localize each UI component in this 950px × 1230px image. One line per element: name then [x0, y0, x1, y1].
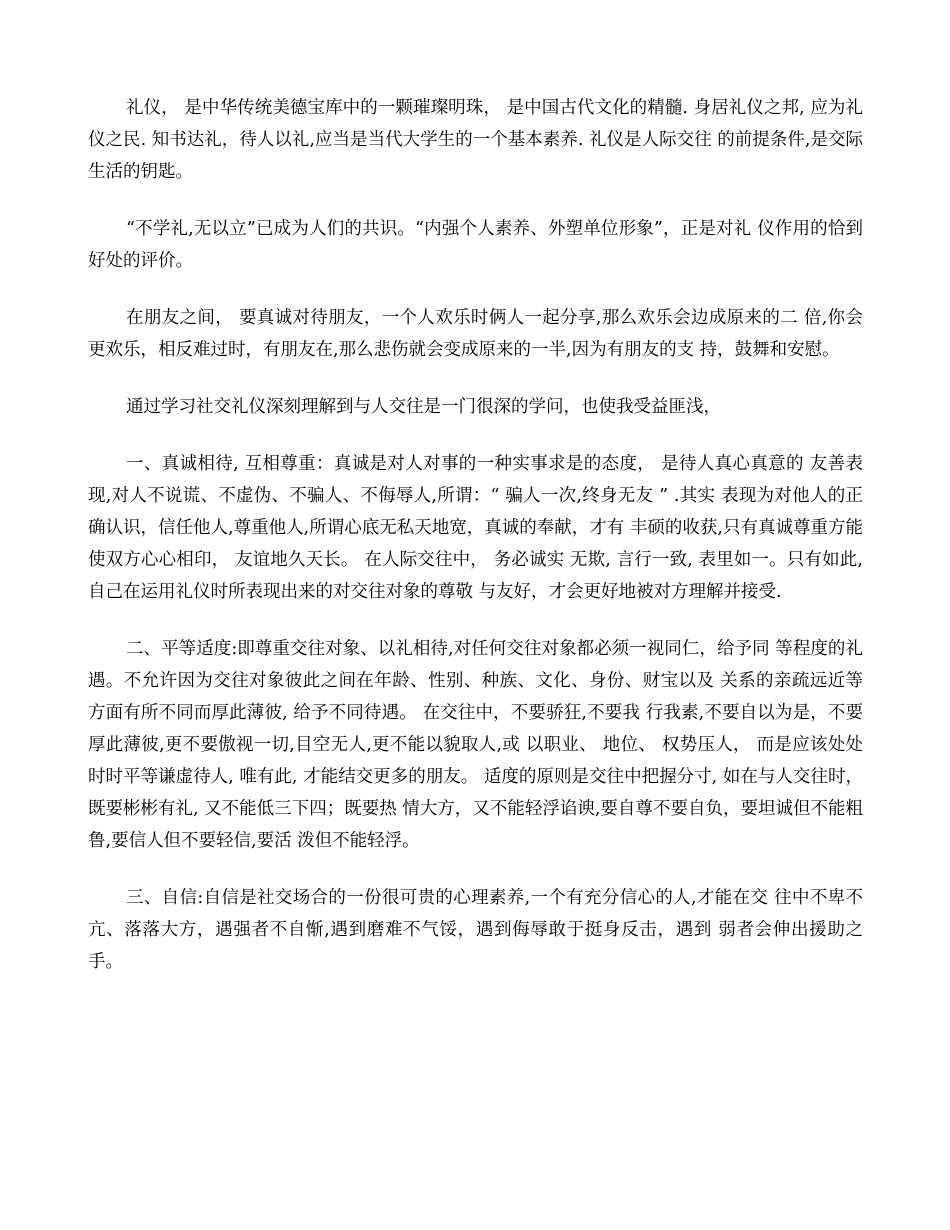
paragraph-friendship: 在朋友之间， 要真诚对待朋友，一个人欢乐时俩人一起分享,那么欢乐会边成原来的二 倍,你会更欢乐，相反难过时，有朋友在,那么悲伤就会变成原来的一半,因为有朋友的支 持，鼓舞和安慰。	[88, 308, 863, 360]
paragraph-equality: 二、平等适度:即尊重交往对象、以礼相待,对任何交往对象都必须一视同仁，给予同 等程度的礼遇。不允许因为交往对象彼此之间在年龄、性别、种族、文化、身份、财宝以及 关系的亲疏远近等方面有所不同而厚此薄彼, 给予不同待遇。 在交往中，不要骄狂,不要我 行我素,不要自以为是，不要厚此薄彼,更不要傲视一切,目空无人,更不能以貌取人,或 以职业、 地位、 权势压人， 而是应该处处时时平等谦虚待人, 唯有此, 才能结交更多的朋友。 适度的原则是交往中把握分寸, 如在与人交往时， 既要彬彬有礼, 又不能低三下四；既要热 情大方，又不能轻浮谄谀,要自尊不要自负，要坦诚但不能粗鲁,要信人但不要轻信,要活 泼但不能轻浮。	[88, 639, 863, 851]
paragraph-sincerity: 一、真诚相待, 互相尊重：真诚是对人对事的一种实事求是的态度， 是待人真心真意的 友善表现,对人不说谎、不虚伪、不骗人、不侮辱人,所谓：“ 骗人一次,终身无友 ” .其实 表现为对他人的正确认识，信任他人,尊重他人,所谓心底无私天地宽，真诚的奉献，才有 丰硕的收获,只有真诚尊重方能使双方心心相印， 友谊地久天长。 在人际交往中， 务必诚实 无欺, 言行一致, 表里如一。只有如此, 自己在运用礼仪时所表现出来的对交往对象的尊敬 与友好，才会更好地被对方理解并接受.	[88, 454, 863, 602]
paragraph-confidence: 三、自信:自信是社交场合的一份很可贵的心理素养,一个有充分信心的人,才能在交 往中不卑不亢、落落大方，遇强者不自惭,遇到磨难不气馁，遇到侮辱敢于挺身反击，遇到 弱者会伸出援助之手。	[88, 888, 863, 972]
paragraph-common-saying: “不学礼,无以立”已成为人们的共识。“内强个人素养、外塑单位形象”，正是对礼 仪作用的恰到好处的评价。	[88, 219, 863, 271]
paragraph-etiquette-intro: 礼仪， 是中华传统美德宝库中的一颗璀璨明珠， 是中国古代文化的精髓. 身居礼仪之邦, 应为礼仪之民. 知书达礼，待人以礼,应当是当代大学生的一个基本素养. 礼仪是人际交往 的前提条件,是交际生活的钥匙。	[88, 98, 863, 182]
document-page	[88, 92, 863, 1003]
paragraph-learning-summary: 通过学习社交礼仪深刻理解到与人交往是一门很深的学问，也使我受益匪浅，	[126, 397, 721, 417]
